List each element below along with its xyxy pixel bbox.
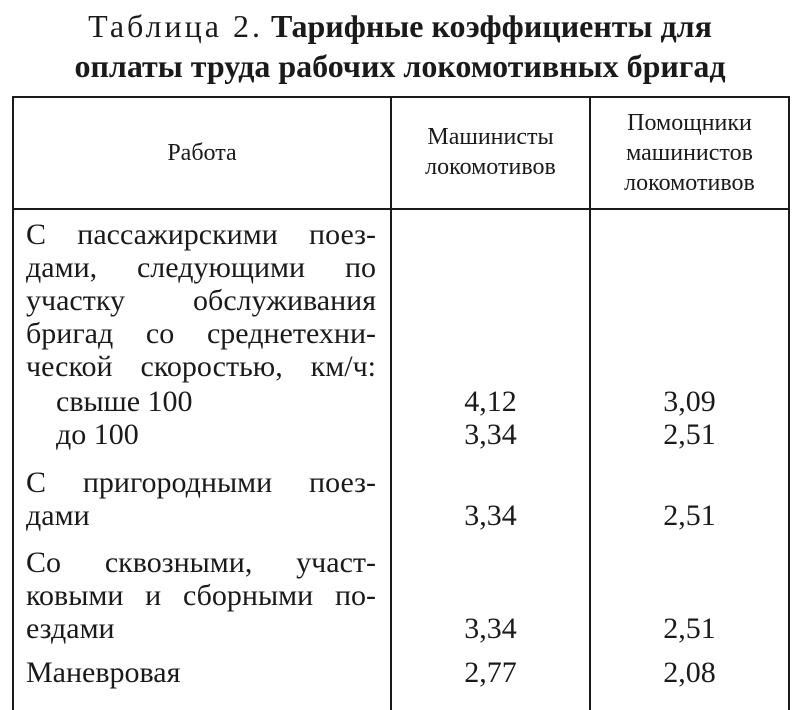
header-assistants: Помощники машинистов локомотивов [624, 110, 755, 196]
work-line: С пригородными поез- [26, 466, 376, 499]
table-caption [0, 6, 800, 86]
work-line: ческой скоростью, км/ч: [26, 350, 376, 383]
value-assistants: 3,09 [663, 385, 716, 418]
value-drivers: 4,12 [464, 385, 517, 418]
caption-line-1 [0, 6, 800, 46]
subrow-label: до 100 [56, 418, 139, 451]
value-assistants: 2,51 [663, 418, 716, 451]
value-assistants: 2,08 [663, 656, 716, 689]
header-work: Работа [167, 140, 237, 166]
work-line: ковыми и сборными по- [26, 579, 376, 612]
value-drivers: 3,34 [464, 612, 517, 645]
work-line: Маневровая [26, 656, 181, 689]
header-drivers: Машинисты локомотивов [425, 124, 556, 180]
work-line: дами, следующими по [26, 251, 376, 284]
work-line: ездами [26, 612, 115, 645]
subrow-label: свыше 100 [56, 385, 193, 418]
work-line: бригад со среднетехни- [26, 317, 376, 350]
work-line: С пассажирскими поез- [26, 218, 376, 251]
value-assistants: 2,51 [663, 612, 716, 645]
value-assistants: 2,51 [663, 499, 716, 532]
row-passenger-work [26, 218, 376, 383]
caption-line-2: оплаты труда рабочих локомотивных бригад [74, 48, 726, 84]
value-drivers: 2,77 [464, 656, 517, 689]
value-drivers: 3,34 [464, 418, 517, 451]
row-through-work [26, 546, 376, 645]
row-suburban-work [26, 466, 376, 532]
work-line: дами [26, 499, 90, 532]
tariff-table [12, 96, 790, 710]
caption-label: Таблица 2. [88, 8, 263, 44]
row-shunting-work [26, 656, 376, 689]
work-line: участку обслуживания [26, 284, 376, 317]
caption-text-1: Тарифные коэффициенты для [270, 8, 712, 44]
work-line: Со сквозными, участ- [26, 546, 376, 579]
header-divider [14, 208, 788, 210]
value-drivers: 3,34 [464, 499, 517, 532]
